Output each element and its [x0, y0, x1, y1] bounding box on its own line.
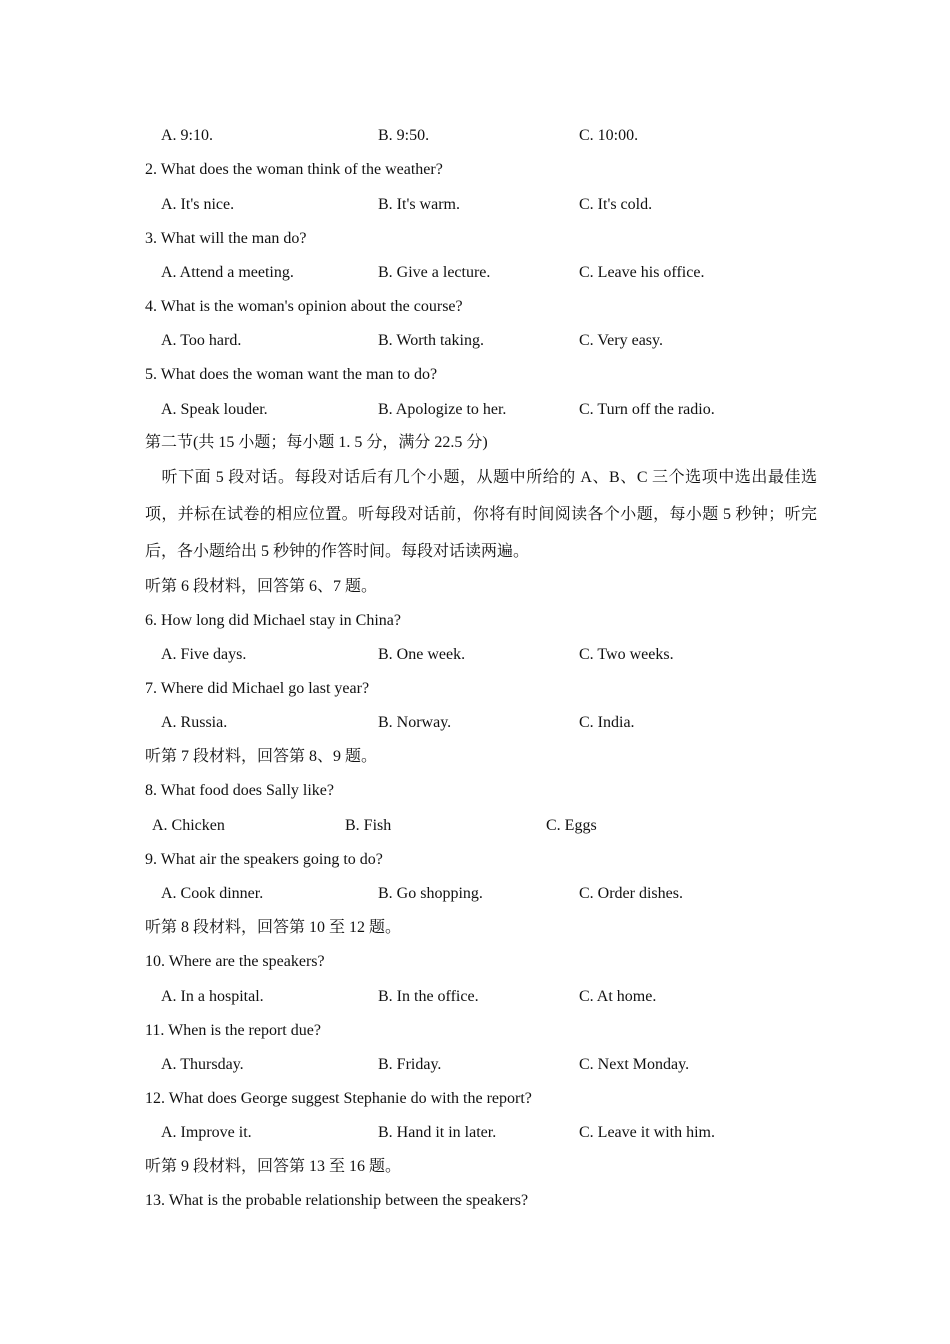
q3-question: 3. What will the man do?	[145, 230, 307, 247]
q12-option-b: B. Hand it in later.	[378, 1124, 497, 1141]
q1-option-a: A. 9:10.	[161, 127, 213, 144]
q12-question: 12. What does George suggest Stephanie do with the report?	[145, 1090, 532, 1107]
q7-option-c: C. India.	[579, 714, 635, 731]
q10-question: 10. Where are the speakers?	[145, 953, 325, 970]
q2-option-c: C. It's cold.	[579, 196, 653, 213]
q9-option-c: C. Order dishes.	[579, 885, 683, 902]
q5-question: 5. What does the woman want the man to do?	[145, 366, 438, 383]
q2-option-a: A. It's nice.	[161, 196, 235, 213]
q13-question: 13. What is the probable relationship between the speakers?	[145, 1192, 529, 1209]
q2-question: 2. What does the woman think of the weather?	[145, 161, 443, 178]
q5-option-c: C. Turn off the radio.	[579, 401, 715, 418]
q3-option-a: A. Attend a meeting.	[161, 264, 294, 281]
q6-option-a: A. Five days.	[161, 646, 247, 663]
q4-option-b: B. Worth taking.	[378, 332, 484, 349]
q1-option-c: C. 10:00.	[579, 127, 639, 144]
q8-option-c: C. Eggs	[546, 817, 597, 834]
q4-question: 4. What is the woman's opinion about the course?	[145, 298, 463, 315]
q8-option-a: A. Chicken	[152, 817, 225, 834]
section2-heading: 第二节(共 15 小题；每小题 1. 5 分，满分 22.5 分)	[145, 434, 488, 451]
q11-option-b: B. Friday.	[378, 1056, 442, 1073]
q7-question: 7. Where did Michael go last year?	[145, 680, 370, 697]
material-9-heading: 听第 9 段材料，回答第 13 至 16 题。	[145, 1158, 402, 1175]
q3-option-c: C. Leave his office.	[579, 264, 705, 281]
q6-option-b: B. One week.	[378, 646, 466, 663]
q5-option-a: A. Speak louder.	[161, 401, 268, 418]
q7-option-a: A. Russia.	[161, 714, 228, 731]
q8-question: 8. What food does Sally like?	[145, 782, 334, 799]
q4-option-c: C. Very easy.	[579, 332, 663, 349]
q3-option-b: B. Give a lecture.	[378, 264, 491, 281]
q9-question: 9. What air the speakers going to do?	[145, 851, 383, 868]
q1-option-b: B. 9:50.	[378, 127, 430, 144]
q11-option-c: C. Next Monday.	[579, 1056, 690, 1073]
q8-option-b: B. Fish	[345, 817, 392, 834]
q10-option-a: A. In a hospital.	[161, 988, 264, 1005]
q2-option-b: B. It's warm.	[378, 196, 460, 213]
q10-option-c: C. At home.	[579, 988, 657, 1005]
q12-option-c: C. Leave it with him.	[579, 1124, 715, 1141]
q9-option-b: B. Go shopping.	[378, 885, 483, 902]
q10-option-b: B. In the office.	[378, 988, 479, 1005]
section2-instructions-text: 听下面 5 段对话。每段对话后有几个小题，从题中所给的 A、B、C 三个选项中选出最佳选项，并标在试卷的相应位置。听每段对话前，你将有时间阅读各个小题，每小题 5 秒钟；听完后，各小题给出 5 秒钟的作答时间。每段对话读两遍。	[145, 469, 817, 560]
q6-question: 6. How long did Michael stay in China?	[145, 612, 401, 629]
material-8-heading: 听第 8 段材料，回答第 10 至 12 题。	[145, 919, 402, 936]
q6-option-c: C. Two weeks.	[579, 646, 674, 663]
q5-option-b: B. Apologize to her.	[378, 401, 507, 418]
q11-question: 11. When is the report due?	[145, 1022, 321, 1039]
q9-option-a: A. Cook dinner.	[161, 885, 264, 902]
q4-option-a: A. Too hard.	[161, 332, 242, 349]
material-7-heading: 听第 7 段材料，回答第 8、9 题。	[145, 748, 378, 765]
material-6-heading: 听第 6 段材料，回答第 6、7 题。	[145, 578, 378, 595]
q7-option-b: B. Norway.	[378, 714, 452, 731]
section2-instructions	[145, 459, 817, 570]
q12-option-a: A. Improve it.	[161, 1124, 252, 1141]
q11-option-a: A. Thursday.	[161, 1056, 244, 1073]
